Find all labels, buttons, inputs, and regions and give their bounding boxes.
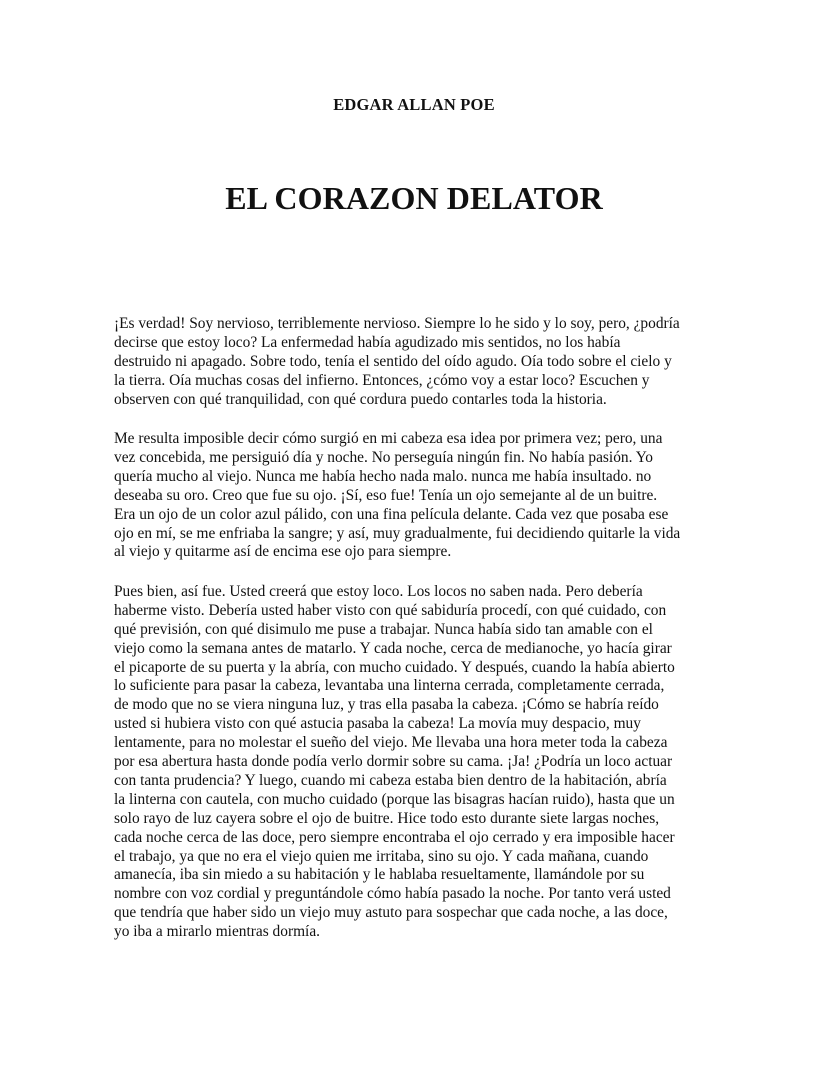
text-line: con tanta prudencia? Y luego, cuando mi cabeza estaba bien dentro de la habitación, abría bbox=[114, 771, 667, 789]
text-line: lo suficiente para pasar la cabeza, levantaba una linterna cerrada, completamente cerrada, bbox=[114, 677, 665, 695]
paragraph-2 bbox=[114, 430, 724, 562]
story-title: EL CORAZON DELATOR bbox=[225, 180, 603, 216]
text-line: haberme visto. Debería usted haber visto con qué sabiduría procedí, con qué cuidado, con bbox=[114, 601, 667, 619]
text-line: viejo como la semana antes de matarlo. Y cada noche, cerca de medianoche, yo hacía girar bbox=[114, 639, 672, 657]
text-line: la tierra. Oía muchas cosas del infierno. Entonces, ¿cómo voy a estar loco? Escuchen y bbox=[114, 371, 650, 389]
paragraph-3 bbox=[114, 583, 724, 942]
paragraph-1 bbox=[114, 315, 724, 410]
text-line: por esa abertura hasta donde podía verlo dormir sobre su cama. ¡Ja! ¿Podría un loco actuar bbox=[114, 753, 673, 771]
text-line: Pues bien, así fue. Usted creerá que estoy loco. Los locos no saben nada. Pero debería bbox=[114, 582, 643, 600]
text-line: amanecía, iba sin miedo a su habitación y le hablaba resueltamente, llamándole por su bbox=[114, 866, 645, 884]
text-line: usted si hubiera visto con qué astucia pasaba la cabeza! La movía muy despacio, muy bbox=[114, 715, 641, 733]
text-line: que tendría que haber sido un viejo muy astuto para sospechar que cada noche, a las doce, bbox=[114, 904, 668, 922]
text-line: deseaba su oro. Creo que fue su ojo. ¡Sí, eso fue! Tenía un ojo semejante al de un buitre. bbox=[114, 486, 658, 504]
author-heading: EDGAR ALLAN POE bbox=[333, 95, 495, 114]
text-line: el trabajo, ya que no era el viejo quien me irritaba, sino su ojo. Y cada mañana, cuando bbox=[114, 847, 649, 865]
text-line: nombre con voz cordial y preguntándole cómo había pasado la noche. Por tanto verá usted bbox=[114, 885, 671, 903]
text-line: Era un ojo de un color azul pálido, con una fina película delante. Cada vez que posaba ese bbox=[114, 505, 669, 523]
text-line: qué previsión, con qué disimulo me puse a trabajar. Nunca había sido tan amable con el bbox=[114, 620, 653, 638]
story-body bbox=[114, 315, 724, 963]
text-line: quería mucho al viejo. Nunca me había hecho nada malo. nunca me había insultado. no bbox=[114, 467, 652, 485]
text-line: de modo que no se viera ninguna luz, y tras ella pasaba la cabeza. ¡Cómo se habría reído bbox=[114, 696, 659, 714]
text-line: yo iba a mirarlo mientras dormía. bbox=[114, 923, 321, 941]
text-line: el picaporte de su puerta y la abría, con mucho cuidado. Y después, cuando la había abierto bbox=[114, 658, 675, 676]
text-line: destruido ni apagado. Sobre todo, tenía el sentido del oído agudo. Oía todo sobre el cielo y bbox=[114, 352, 672, 370]
text-line: solo rayo de luz cayera sobre el ojo de buitre. Hice todo esto durante siete largas noches, bbox=[114, 809, 660, 827]
text-line: ojo en mí, se me enfriaba la sangre; y así, muy gradualmente, fui decidiendo quitarle la vida bbox=[114, 524, 681, 542]
text-line: observen con qué tranquilidad, con qué cordura puedo contarles toda la historia. bbox=[114, 390, 607, 408]
text-line: vez concebida, me persiguió día y noche. No perseguía ningún fin. No había pasión. Yo bbox=[114, 448, 653, 466]
text-line: la linterna con cautela, con mucho cuidado (porque las bisagras hacían ruido), hasta que un bbox=[114, 790, 675, 808]
text-line: decirse que estoy loco? La enfermedad había agudizado mis sentidos, no los había bbox=[114, 333, 621, 351]
text-line: ¡Es verdad! Soy nervioso, terriblemente nervioso. Siempre lo he sido y lo soy, pero, ¿podría bbox=[114, 315, 680, 332]
text-line: al viejo y quitarme así de encima ese ojo para siempre. bbox=[114, 543, 452, 561]
text-line: lentamente, para no molestar el sueño del viejo. Me llevaba una hora meter toda la cabeza bbox=[114, 734, 668, 752]
text-line: cada noche cerca de las doce, pero siempre encontraba el ojo cerrado y era imposible hacer bbox=[114, 828, 675, 846]
text-line: Me resulta imposible decir cómo surgió en mi cabeza esa idea por primera vez; pero, una bbox=[114, 430, 663, 448]
